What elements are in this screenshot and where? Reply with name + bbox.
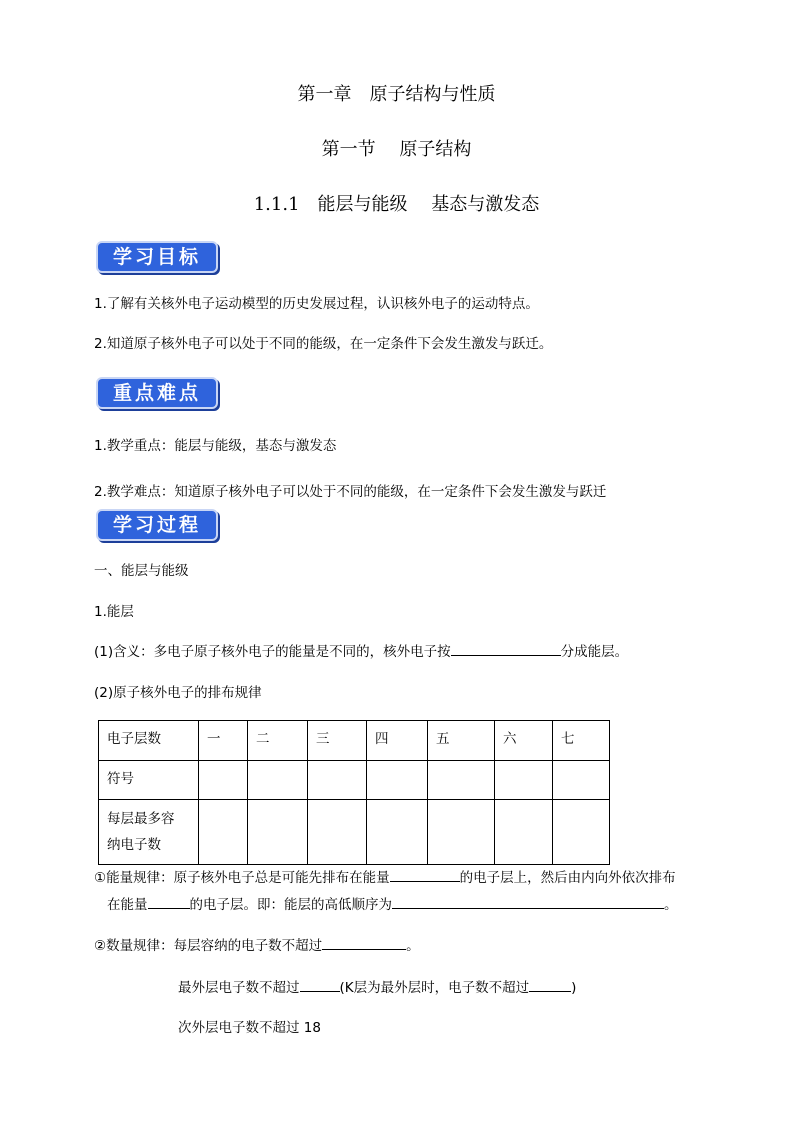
table-cell xyxy=(367,800,428,865)
table-cell xyxy=(495,800,553,865)
table-cell xyxy=(248,761,308,800)
table-cell xyxy=(308,761,367,800)
layer-cell: 一 xyxy=(199,721,248,761)
table-header-label: 电子层数 xyxy=(99,721,199,761)
fill-blank xyxy=(148,894,190,909)
layer-cell: 二 xyxy=(248,721,308,761)
goal-2: 2.知道原子核外电子可以处于不同的能级，在一定条件下会发生激发与跃迁。 xyxy=(94,336,553,352)
quantity-rule-b: 。 xyxy=(406,938,420,954)
capacity-label-line1: 每层最多容 xyxy=(107,811,175,827)
electron-layer-table xyxy=(98,720,610,865)
symbol-label: 符号 xyxy=(99,761,199,800)
table-cell xyxy=(199,761,248,800)
energy-rule-line2 xyxy=(107,893,678,913)
fill-blank xyxy=(392,894,664,909)
table-cell xyxy=(428,800,495,865)
key-point-2: 2.教学难点：知道原子核外电子可以处于不同的能级，在一定条件下会发生激发与跃迁 xyxy=(94,484,607,500)
table-cell xyxy=(367,761,428,800)
key-points-badge: 重点难点 xyxy=(96,377,218,409)
learning-goals-badge: 学习目标 xyxy=(96,241,218,273)
section-title: 第一节 原子结构 xyxy=(321,139,472,160)
energy-rule-b: 的电子层上，然后由内向外依次排布 xyxy=(459,870,676,886)
subheading-energy-layer: 1.能层 xyxy=(94,604,134,620)
next-outer-line: 次外层电子数不超过 18 xyxy=(178,1020,321,1036)
capacity-label-line2: 纳电子数 xyxy=(107,837,161,853)
energy-rule-e: 。 xyxy=(664,897,678,913)
layer-cell: 五 xyxy=(428,721,495,761)
outer-b: (K层为最外层时，电子数不超过 xyxy=(339,980,530,996)
key-point-1: 1.教学重点：能层与能级，基态与激发态 xyxy=(94,438,337,454)
table-cell xyxy=(428,761,495,800)
energy-rule-d: 的电子层。即：能层的高低顺序为 xyxy=(189,897,392,913)
capacity-label xyxy=(99,800,199,865)
chapter-title: 第一章 原子结构与性质 xyxy=(297,84,496,105)
fill-blank xyxy=(451,641,561,656)
table-cell xyxy=(553,761,610,800)
table-cell xyxy=(553,800,610,865)
fill-blank xyxy=(322,935,406,950)
layer-cell: 六 xyxy=(495,721,553,761)
fill-blank xyxy=(529,977,571,992)
meaning-suffix: 分成能层。 xyxy=(560,644,629,660)
meaning-prefix: (1)含义：多电子原子核外电子的能量是不同的，核外电子按 xyxy=(94,644,451,660)
table-cell xyxy=(199,800,248,865)
layer-cell: 七 xyxy=(553,721,610,761)
energy-rule-line1 xyxy=(94,866,676,886)
quantity-rule-a: ②数量规律：每层容纳的电子数不超过 xyxy=(94,938,323,954)
layer-cell: 三 xyxy=(308,721,367,761)
energy-rule-a: ①能量规律：原子核外电子总是可能先排布在能量 xyxy=(94,870,390,886)
rule-heading: (2)原子核外电子的排布规律 xyxy=(94,685,262,701)
section-heading: 一、能层与能级 xyxy=(94,563,189,579)
meaning-line xyxy=(94,640,628,660)
quantity-rule-line xyxy=(94,934,420,954)
table-cell xyxy=(495,761,553,800)
goal-1: 1.了解有关核外电子运动模型的历史发展过程，认识核外电子的运动特点。 xyxy=(94,296,539,312)
fill-blank xyxy=(300,977,340,992)
layer-cell: 四 xyxy=(367,721,428,761)
energy-rule-c: 在能量 xyxy=(107,897,148,913)
learning-process-badge: 学习过程 xyxy=(96,509,218,541)
outer-c: ) xyxy=(571,980,577,996)
outer-a: 最外层电子数不超过 xyxy=(178,980,300,996)
table-cell xyxy=(248,800,308,865)
fill-blank xyxy=(390,867,460,882)
outer-layer-line xyxy=(178,976,576,996)
table-cell xyxy=(308,800,367,865)
lesson-title: 1.1.1 能层与能级 基态与激发态 xyxy=(253,194,540,215)
